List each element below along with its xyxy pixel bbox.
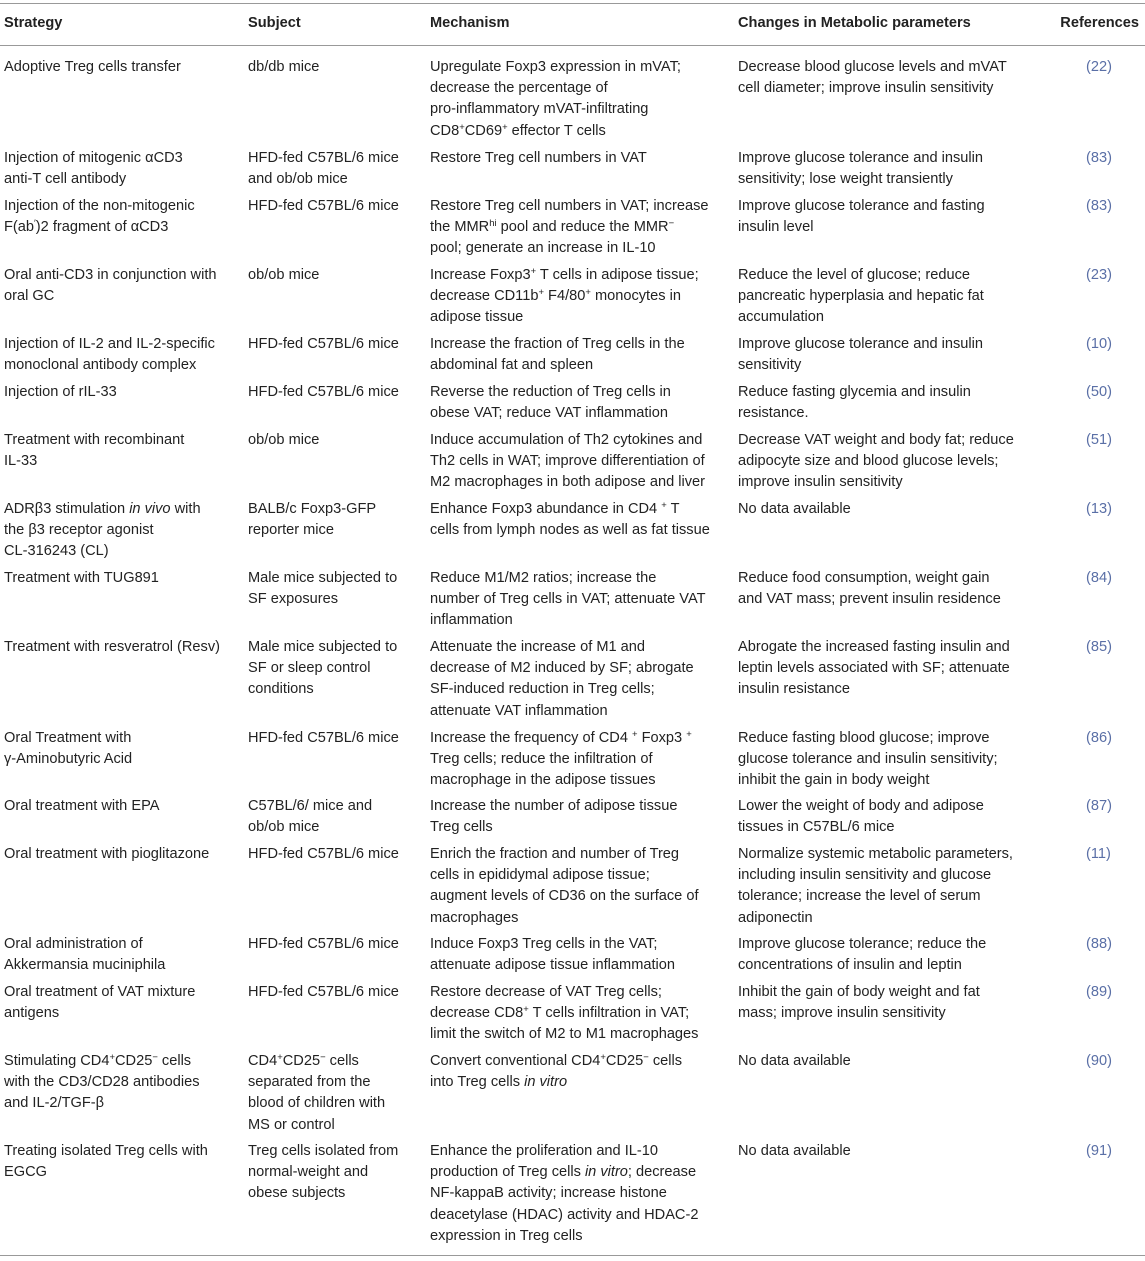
mechanism-cell: Enrich the fraction and number of Treg cells in epididymal adipose tissue; augment levels of CD36 on the surface of macrophages <box>430 846 699 926</box>
changes-cell: Reduce fasting glycemia and insulin resistance. <box>738 384 971 422</box>
strategy-cell: Oral treatment of VAT mixture antigens <box>4 984 196 1022</box>
top-rule <box>0 3 1145 4</box>
mechanism-cell: Increase the fraction of Treg cells in the abdominal fat and spleen <box>430 336 685 374</box>
subject-cell: CD4+CD25− cells separated from the blood of children with MS or control <box>248 1051 386 1133</box>
changes-cell: Decrease blood glucose levels and mVAT cell diameter; improve insulin sensitivity <box>738 59 1007 97</box>
changes-cell: Reduce food consumption, weight gain and VAT mass; prevent insulin residence <box>738 570 1001 608</box>
mechanism-cell: Restore Treg cell numbers in VAT; increase the $MMR^{hi}$ pool and reduce the MMR− pool; generate an increase in IL-10 <box>430 198 709 257</box>
mechanism-cell: Increase Foxp3+ T cells in adipose tissue; decrease CD11b+ F4/80+ monocytes in adipose tissue <box>430 265 699 326</box>
subject-cell: db/db mice <box>248 59 320 75</box>
changes-cell: Improve glucose tolerance and fasting insulin level <box>738 198 985 236</box>
mechanism-cell: Enhance Foxp3 abundance in CD4 + T cells from lymph nodes as well as fat tissue <box>430 499 710 539</box>
subject-cell: HFD-fed C57BL/6 mice and ob/ob mice <box>248 150 399 188</box>
strategy-cell: Treatment with recombinant IL-33 <box>4 432 185 470</box>
strategy-cell: Oral Treatment with γ-Aminobutyric Acid <box>4 730 133 768</box>
reference-link[interactable]: (88) <box>1086 936 1112 952</box>
mechanism-cell: Upregulate Foxp3 expression in mVAT; decrease the percentage of pro-inflammatory mVAT-infiltrating CD8+CD69+ effector T cells <box>430 59 681 139</box>
subject-cell: ob/ob mice <box>248 432 320 448</box>
strategy-cell: Injection of the non-mitogenic F(ab′)2 fragment of αCD3 <box>4 198 195 236</box>
changes-cell: No data available <box>738 501 851 517</box>
subject-cell: ob/ob mice <box>248 267 320 283</box>
subject-cell: Treg cells isolated from normal-weight and obese subjects <box>248 1143 399 1202</box>
mechanism-cell: Attenuate the increase of M1 and decrease of M2 induced by SF; abrogate SF-induced reduction in Treg cells; attenuate VAT inflammation <box>430 639 694 719</box>
subject-cell: C57BL/6/ mice and ob/ob mice <box>248 798 373 836</box>
changes-cell: Improve glucose tolerance; reduce the concentrations of insulin and leptin <box>738 936 987 974</box>
strategy-cell: Injection of mitogenic αCD3 anti-T cell antibody <box>4 150 183 188</box>
header-strategy: Strategy <box>4 15 63 31</box>
subject-cell: HFD-fed C57BL/6 mice <box>248 730 399 746</box>
mechanism-cell: Increase the number of adipose tissue Treg cells <box>430 798 678 836</box>
strategy-cell: ADRβ3 stimulation in vivo with the β3 receptor agonist CL-316243 (CL) <box>4 501 201 560</box>
changes-cell: Lower the weight of body and adipose tissues in C57BL/6 mice <box>738 798 984 836</box>
subject-cell: HFD-fed C57BL/6 mice <box>248 336 399 352</box>
strategy-cell: Oral administration of Akkermansia muciniphila <box>4 936 166 974</box>
header-rule <box>0 45 1145 46</box>
mechanism-cell: Enhance the proliferation and IL-10 production of Treg cells in vitro; decrease NF-kappaB activity; increase histone deacetylase (HDAC) activity and HDAC-2 expression in Treg cells <box>430 1143 699 1244</box>
mechanism-cell: Convert conventional CD4+CD25− cells into Treg cells in vitro <box>430 1051 683 1091</box>
mechanism-cell: Restore Treg cell numbers in VAT <box>430 150 647 166</box>
subject-cell: HFD-fed C57BL/6 mice <box>248 384 399 400</box>
subject-cell: Male mice subjected to SF exposures <box>248 570 398 608</box>
strategy-cell: Injection of rIL-33 <box>4 384 117 400</box>
mechanism-cell: Restore decrease of VAT Treg cells; decrease CD8+ T cells infiltration in VAT; limit the switch of M2 to M1 macrophages <box>430 984 699 1043</box>
header-references: References <box>1060 15 1139 31</box>
bottom-rule <box>0 1255 1145 1256</box>
changes-cell: No data available <box>738 1143 851 1159</box>
strategy-cell: Treatment with resveratrol (Resv) <box>4 639 220 655</box>
reference-link[interactable]: (10) <box>1086 336 1112 352</box>
changes-cell: Decrease VAT weight and body fat; reduce adipocyte size and blood glucose levels; improve insulin sensitivity <box>738 432 1014 491</box>
reference-link[interactable]: (91) <box>1086 1143 1112 1159</box>
subject-cell: BALB/c Foxp3-GFP reporter mice <box>248 501 377 539</box>
subject-cell: HFD-fed C57BL/6 mice <box>248 936 399 952</box>
changes-cell: Improve glucose tolerance and insulin sensitivity <box>738 336 983 374</box>
strategy-cell: Adoptive Treg cells transfer <box>4 59 181 75</box>
strategy-cell: Treating isolated Treg cells with EGCG <box>4 1143 208 1181</box>
reference-link[interactable]: (83) <box>1086 198 1112 214</box>
strategy-cell: Oral treatment with EPA <box>4 798 160 814</box>
subject-cell: Male mice subjected to SF or sleep control conditions <box>248 639 398 698</box>
strategy-cell: Oral treatment with pioglitazone <box>4 846 210 862</box>
reference-link[interactable]: (84) <box>1086 570 1112 586</box>
strategy-cell: Treatment with TUG891 <box>4 570 159 586</box>
header-subject: Subject <box>248 15 301 31</box>
reference-link[interactable]: (89) <box>1086 984 1112 1000</box>
strategy-cell: Injection of IL-2 and IL-2-specific monoclonal antibody complex <box>4 336 215 374</box>
reference-link[interactable]: (23) <box>1086 267 1112 283</box>
changes-cell: Reduce fasting blood glucose; improve glucose tolerance and insulin sensitivity; inhibit the gain in body weight <box>738 730 998 789</box>
strategy-cell: Oral anti-CD3 in conjunction with oral GC <box>4 267 217 305</box>
reference-link[interactable]: (86) <box>1086 730 1112 746</box>
mechanism-cell: Reduce M1/M2 ratios; increase the number of Treg cells in VAT; attenuate VAT inflammation <box>430 570 706 629</box>
changes-cell: Abrogate the increased fasting insulin and leptin levels associated with SF; attenuate insulin resistance <box>738 639 1010 698</box>
mechanism-cell: Induce accumulation of Th2 cytokines and Th2 cells in WAT; improve differentiation of M2 macrophages in both adipose and liver <box>430 432 706 491</box>
header-changes: Changes in Metabolic parameters <box>738 15 971 31</box>
strategy-cell: Stimulating CD4+CD25− cells with the CD3/CD28 antibodies and IL-2/TGF-β <box>4 1051 200 1112</box>
reference-link[interactable]: (83) <box>1086 150 1112 166</box>
changes-cell: Normalize systemic metabolic parameters, including insulin sensitivity and glucose tolerance; increase the level of serum adiponectin <box>738 846 1013 926</box>
changes-cell: Improve glucose tolerance and insulin sensitivity; lose weight transiently <box>738 150 983 188</box>
changes-cell: Inhibit the gain of body weight and fat mass; improve insulin sensitivity <box>738 984 980 1022</box>
reference-link[interactable]: (13) <box>1086 501 1112 517</box>
reference-link[interactable]: (11) <box>1086 846 1111 862</box>
reference-link[interactable]: (90) <box>1086 1053 1112 1069</box>
subject-cell: HFD-fed C57BL/6 mice <box>248 198 399 214</box>
reference-link[interactable]: (22) <box>1086 59 1112 75</box>
reference-link[interactable]: (51) <box>1086 432 1112 448</box>
subject-cell: HFD-fed C57BL/6 mice <box>248 984 399 1000</box>
reference-link[interactable]: (87) <box>1086 798 1112 814</box>
subject-cell: HFD-fed C57BL/6 mice <box>248 846 399 862</box>
mechanism-cell: Induce Foxp3 Treg cells in the VAT; attenuate adipose tissue inflammation <box>430 936 676 974</box>
mechanism-cell: Increase the frequency of CD4 + Foxp3 + Treg cells; reduce the infiltration of macrophage in the adipose tissues <box>430 728 692 789</box>
changes-cell: Reduce the level of glucose; reduce pancreatic hyperplasia and hepatic fat accumulation <box>738 267 984 326</box>
reference-link[interactable]: (50) <box>1086 384 1112 400</box>
header-mechanism: Mechanism <box>430 15 510 31</box>
mechanism-cell: Reverse the reduction of Treg cells in obese VAT; reduce VAT inflammation <box>430 384 671 422</box>
reference-link[interactable]: (85) <box>1086 639 1112 655</box>
changes-cell: No data available <box>738 1053 851 1069</box>
